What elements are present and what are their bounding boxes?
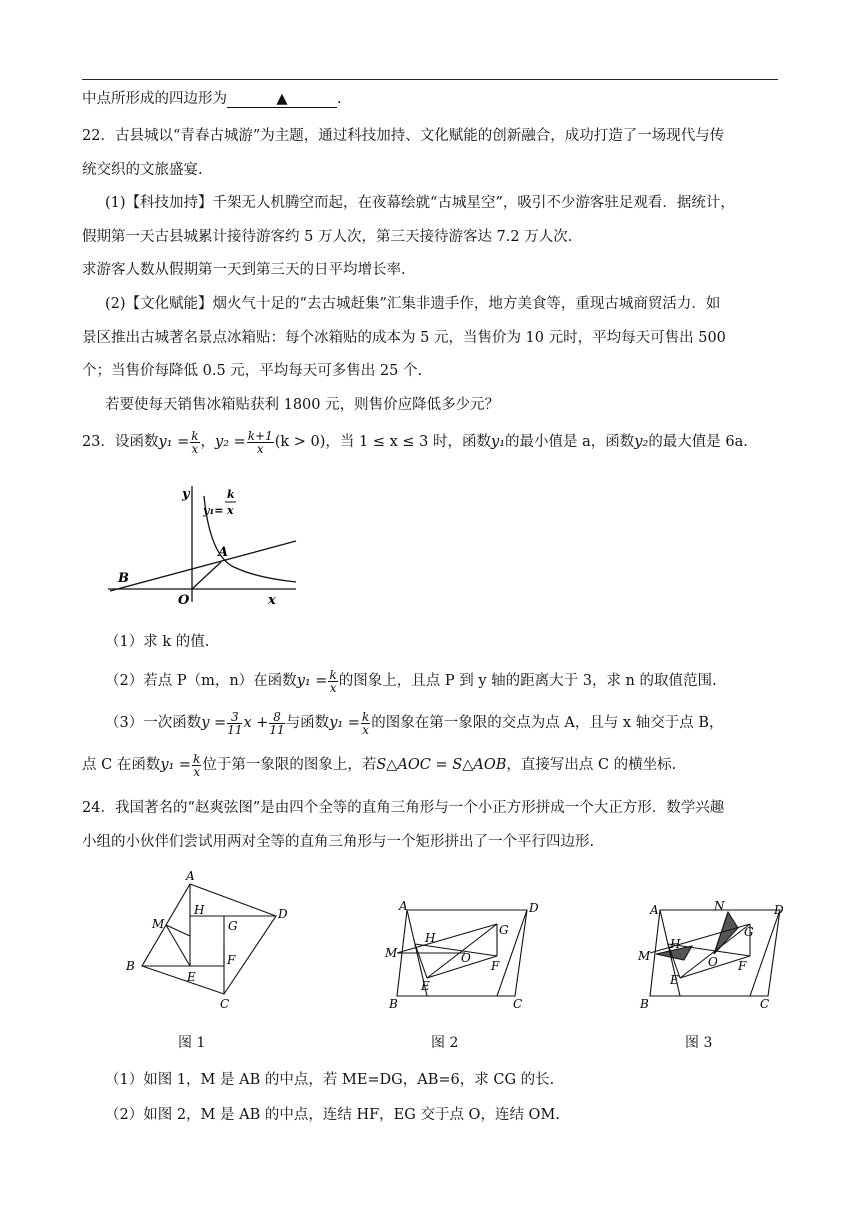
svg-text:k: k: [227, 488, 235, 501]
fraction-kp1-over-x: $\frac{k+1}{x}$: [247, 428, 273, 456]
svg-text:H: H: [425, 931, 436, 945]
svg-text:M: M: [152, 917, 165, 931]
svg-text:E: E: [670, 973, 679, 987]
fig3-caption: 图 3: [685, 1035, 713, 1051]
svg-text:D: D: [278, 907, 288, 921]
svg-text:A: A: [399, 899, 408, 913]
q22-p2-line2: 景区推出古城著名景点冰箱贴：每个冰箱贴的成本为 5 元，当售价为 10 元时，平均每天可售出 500: [82, 330, 726, 346]
header-rule: [82, 79, 778, 80]
svg-text:D: D: [774, 903, 784, 917]
svg-text:C: C: [513, 997, 523, 1011]
svg-text:O: O: [461, 951, 471, 965]
q24-line1: 24．我国著名的“赵爽弦图”是由四个全等的直角三角形与一个小正方形拼成一个大正方形．数学兴趣: [82, 800, 725, 816]
fraction-k-over-x: $\frac{k}{x}$: [191, 428, 199, 456]
fig1-caption: 图 1: [178, 1035, 206, 1051]
svg-text:F: F: [227, 953, 236, 967]
graph-x-label: x: [268, 593, 276, 608]
q22-p2-line1: (2)【文化赋能】烟火气十足的“去古城赶集”汇集非遗手作，地方美食等，重现古城商贸活力．如: [105, 296, 721, 312]
svg-text:D: D: [529, 901, 539, 915]
q23-p2: （2）若点 P（m，n）在函数y₁ = $\frac{k}{x}$ 的图象上，且点 P 到 y 轴的距离大于 3，求 n 的取值范围.: [105, 667, 717, 695]
svg-text:A: A: [186, 869, 195, 883]
q24-line2: 小组的小伙伴们尝试用两对全等的直角三角形与一个矩形拼出了一个平行四边形.: [82, 834, 595, 850]
q22-p2-line4: 若要使每天销售冰箱贴获利 1800 元，则售价应降低多少元？: [105, 397, 500, 413]
svg-text:M: M: [638, 949, 651, 963]
fig2-caption: 图 2: [431, 1035, 459, 1051]
fraction-3-11: $\frac{3}{11}$: [227, 709, 243, 737]
q23-graph: [100, 478, 310, 608]
svg-text:B: B: [126, 959, 135, 973]
q22-line2: 统交织的文旅盛宴.: [82, 162, 203, 178]
figure-2: [385, 898, 545, 1010]
q22-p1-line2: 假期第一天古县城累计接待游客约 5 万人次，第三天接待游客达 7.2 万人次.: [82, 229, 573, 245]
figure-3: [638, 898, 798, 1010]
q24-p2: （2）如图 2，M 是 AB 的中点，连结 HF，EG 交于点 O，连结 OM.: [105, 1107, 560, 1123]
q23-p3-line1: （3）一次函数y = $\frac{3}{11}$ x + $\frac{8}{11}$ 与函数y₁ = $\frac{k}{x}$ 的图象在第一象限的交点为点 A，且与 x 轴交于点 B，: [105, 709, 724, 737]
svg-text:G: G: [499, 923, 509, 937]
svg-text:B: B: [640, 997, 649, 1011]
graph-o-label: O: [178, 593, 190, 608]
svg-text:E: E: [187, 970, 196, 984]
svg-text:N: N: [714, 899, 725, 913]
q22-p1-line3: 求游客人数从假期第一天到第三天的日平均增长率.: [82, 262, 406, 278]
svg-text:M: M: [385, 946, 398, 960]
q21-tail: 中点所形成的四边形为 ▲ .: [82, 91, 342, 107]
svg-text:C: C: [220, 997, 230, 1011]
svg-text:H: H: [670, 937, 681, 951]
q23-intro: 23．设函数y₁ = $\frac{k}{x}$ ，y₂ = $\frac{k+1}{x}$ (k > 0)，当 1 ≤ x ≤ 3 时，函数y₁的最小值是 a，函数y₂的最大值是 6a.: [82, 428, 748, 456]
q22-p2-line3: 个；当售价每降低 0.5 元，平均每天可多售出 25 个.: [82, 363, 423, 379]
q22-line1: 22．古县城以“青春古城游”为主题，通过科技加持、文化赋能的创新融合，成功打造了一场现代与传: [82, 128, 725, 144]
svg-text:H: H: [194, 903, 205, 917]
graph-b-label: B: [118, 571, 129, 586]
svg-text:B: B: [389, 997, 398, 1011]
q24-p1: （1）如图 1，M 是 AB 的中点，若 ME=DG，AB=6，求 CG 的长.: [105, 1072, 555, 1088]
q23-p1: （1）求 k 的值.: [105, 634, 210, 650]
q23-p3-line2: 点 C 在函数y₁ = $\frac{k}{x}$ 位于第一象限的图象上，若S△AOC = S△AOB，直接写出点 C 的横坐标.: [82, 751, 677, 779]
graph-y-label: y: [182, 487, 190, 502]
svg-text:F: F: [491, 959, 500, 973]
svg-text:E: E: [421, 979, 430, 993]
svg-text:C: C: [760, 997, 770, 1011]
svg-text:F: F: [738, 959, 747, 973]
svg-text:G: G: [228, 919, 238, 933]
figure-1: [120, 866, 288, 1026]
svg-text:x: x: [227, 504, 234, 517]
graph-curve-label: y₁=: [203, 504, 224, 517]
svg-text:A: A: [650, 903, 659, 917]
svg-text:G: G: [744, 925, 754, 939]
graph-a-label: A: [218, 545, 229, 560]
answer-blank: ▲: [227, 91, 337, 108]
svg-text:O: O: [708, 955, 718, 969]
fraction-8-11: $\frac{8}{11}$: [269, 709, 285, 737]
q22-p1-line1: (1)【科技加持】千架无人机腾空而起，在夜幕绘就“古城星空”，吸引不少游客驻足观看．据统计，: [105, 195, 735, 211]
